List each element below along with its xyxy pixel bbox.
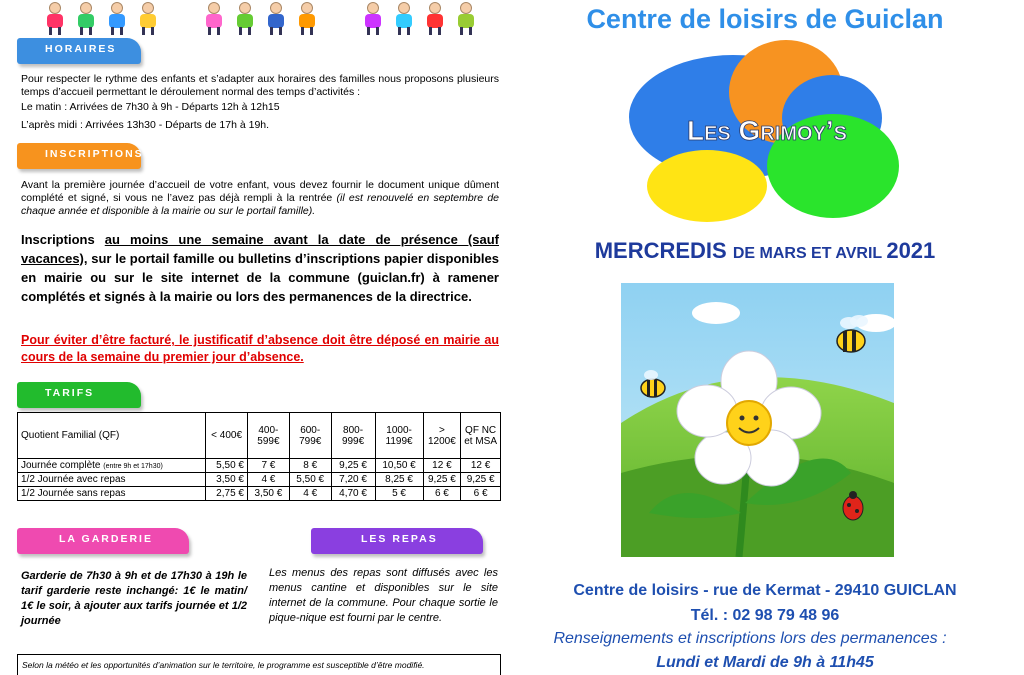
program-disclaimer: Selon la météo et les opportunités d’animation sur le territoire, le programme est susceptible d’être modifié. <box>17 654 501 675</box>
header-cell: < 400€ <box>206 413 248 459</box>
repas-banner: LES REPAS <box>311 528 483 554</box>
child-figure <box>71 0 100 36</box>
phone-number: Tél. : 02 98 79 48 96 <box>690 607 840 624</box>
flower-illustration <box>621 283 894 557</box>
child-figure <box>230 0 259 36</box>
price-cell: 2,75 € <box>206 487 248 501</box>
inscriptions-bold-lead: Inscriptions <box>21 232 105 247</box>
repas-text: Les menus des repas sont diffusés avec les menus cantine et disponibles sur le site internet de la commune. Pour chaque sortie le pique-nique est fourni par le centre. <box>269 567 498 624</box>
horaires-apresmidi: L’après midi : Arrivées 13h30 - Départs de 17h à 19h. <box>21 119 270 131</box>
child-figure <box>133 0 162 36</box>
heading-year: 2021 <box>886 238 936 263</box>
absence-warning: Pour éviter d’être facturé, le justificatif d’absence doit être déposé en mairie au cours de la semaine du premier jour d’absence. <box>21 333 499 364</box>
header-cell: 800-999€ <box>331 413 375 459</box>
row-label: 1/2 Journée avec repas <box>18 473 206 487</box>
row-label-text: Journée complète <box>21 460 104 471</box>
price-cell: 4 € <box>289 487 331 501</box>
price-cell: 7,20 € <box>331 473 375 487</box>
price-cell: 9,25 € <box>331 459 375 473</box>
inscriptions-bold-rest: sur le portail famille ou bulletins d’inscriptions papier disponibles en mairie ou sur le site internet de la commune (guiclan.fr) à ramener complétés et signés à la mairie ou lors des permanences de la directrice. <box>21 251 499 304</box>
row-label: 1/2 Journée sans repas <box>18 487 206 501</box>
permanences-hours: Lundi et Mardi de 9h à 11h45 <box>656 654 874 671</box>
child-figure <box>389 0 418 36</box>
tarifs-banner: TARIFS <box>17 382 141 408</box>
center-address: Centre de loisirs - rue de Kermat - 29410 GUICLAN <box>573 582 957 599</box>
smiley-eye <box>754 416 759 421</box>
price-cell: 3,50 € <box>247 487 289 501</box>
inscriptions-note: (il est renouvelé en septembre de chaque année et disponible à la mairie ou sur le portail famille). <box>21 192 499 217</box>
page-title: Centre de loisirs de Guiclan <box>586 4 944 34</box>
child-figure <box>451 0 480 36</box>
header-cell: > 1200€ <box>423 413 461 459</box>
header-cell: QF NC et MSA <box>461 413 501 459</box>
inscriptions-bold-paragraph <box>21 230 499 306</box>
price-cell: 4,70 € <box>331 487 375 501</box>
garderie-banner: LA GARDERIE <box>17 528 189 554</box>
horaires-matin: Le matin : Arrivées de 7h30 à 9h - Départs 12h à 12h15 <box>21 101 280 113</box>
price-cell: 6 € <box>461 487 501 501</box>
price-cell: 5 € <box>375 487 423 501</box>
daisy-center-smiley-icon <box>727 401 771 445</box>
child-figure <box>292 0 321 36</box>
header-cell: 600-799€ <box>289 413 331 459</box>
logo-yellow-bubble <box>647 150 767 222</box>
inscriptions-paragraph <box>21 179 499 218</box>
table-row <box>18 473 501 487</box>
price-cell: 5,50 € <box>289 473 331 487</box>
price-cell: 7 € <box>247 459 289 473</box>
inscriptions-text: Avant la première journée d’accueil de votre enfant, vous devez fournir le document unique dûment complété et signé, si vous ne l’avez pas déjà rempli à la rentrée <box>21 179 499 204</box>
child-figure <box>358 0 387 36</box>
price-cell: 3,50 € <box>206 473 248 487</box>
smiley-eye <box>740 416 745 421</box>
price-cell: 5,50 € <box>206 459 248 473</box>
price-cell: 4 € <box>247 473 289 487</box>
child-figure <box>40 0 69 36</box>
table-row <box>18 487 501 501</box>
price-cell: 12 € <box>461 459 501 473</box>
header-cell: 1000-1199€ <box>375 413 423 459</box>
row-label-note: (entre 9h et 17h30) <box>103 463 163 470</box>
price-cell: 8 € <box>289 459 331 473</box>
child-figure <box>420 0 449 36</box>
garderie-text: Garderie de 7h30 à 9h et de 17h30 à 19h le tarif garderie reste inchangé: 1€ le matin/ 1€ le soir, à ajouter aux tarifs journée et 1/2 journée <box>21 570 247 627</box>
price-cell: 6 € <box>423 487 461 501</box>
children-illustration-strip <box>40 0 480 36</box>
child-figure <box>102 0 131 36</box>
child-figure <box>261 0 290 36</box>
cloud-icon <box>692 302 740 324</box>
logo-text: Les Grimoy’s <box>686 115 848 146</box>
permanences-info: Renseignements et inscriptions lors des permanences : <box>553 630 947 647</box>
price-cell: 9,25 € <box>461 473 501 487</box>
inscriptions-deadline: au moins une semaine avant la date de présence (sauf vacances), <box>21 232 499 266</box>
child-figure <box>199 0 228 36</box>
horaires-intro: Pour respecter le rythme des enfants et s’adapter aux horaires des familles nous proposons plusieurs temps d’accueil permettant le déroulement normal des temps d’activités : <box>21 73 499 98</box>
grimoys-logo <box>625 36 905 222</box>
heading-mercredis: MERCREDIS <box>594 238 733 263</box>
inscriptions-banner: INSCRIPTIONS <box>17 143 141 169</box>
price-cell: 12 € <box>423 459 461 473</box>
period-heading <box>525 238 1005 264</box>
price-cell: 10,50 € <box>375 459 423 473</box>
price-cell: 9,25 € <box>423 473 461 487</box>
header-cell: Quotient Familial (QF) <box>18 413 206 459</box>
table-row <box>18 459 501 473</box>
price-cell: 8,25 € <box>375 473 423 487</box>
table-header-row <box>18 413 501 459</box>
heading-months: DE MARS ET AVRIL <box>732 245 887 262</box>
row-label <box>18 459 206 473</box>
horaires-banner: HORAIRES <box>17 38 141 64</box>
tarifs-table <box>17 412 501 501</box>
header-cell: 400-599€ <box>247 413 289 459</box>
